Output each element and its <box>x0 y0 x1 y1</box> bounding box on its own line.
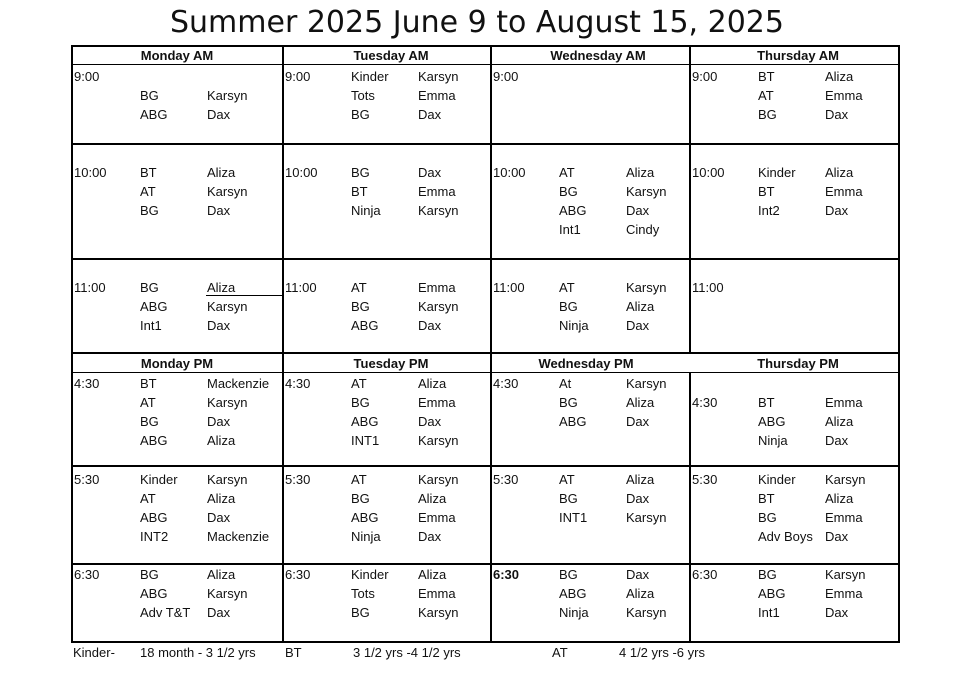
pm_blocks-time-1-2: 5:30 <box>493 472 519 487</box>
pm_blocks-time-1-0: 5:30 <box>74 472 100 487</box>
coach-name: Karsyn <box>825 567 866 582</box>
class-code: BG <box>351 107 370 122</box>
class-code: BG <box>559 299 578 314</box>
coach-name: Karsyn <box>207 586 248 601</box>
pm_blocks-time-0-1: 4:30 <box>285 376 311 391</box>
class-code: ABG <box>559 414 587 429</box>
coach-name: Dax <box>207 203 231 218</box>
class-code: BG <box>758 567 777 582</box>
coach-name: Karsyn <box>207 299 248 314</box>
class-code: BT <box>758 395 775 410</box>
coach-name: Aliza <box>207 491 236 506</box>
class-code: BT <box>140 376 157 391</box>
class-code: Int1 <box>758 605 780 620</box>
class-code: AT <box>140 184 156 199</box>
class-code: Ninja <box>559 318 589 333</box>
class-code: BT <box>351 184 368 199</box>
class-code: INT2 <box>140 529 169 544</box>
class-code: Tots <box>351 586 375 601</box>
coach-name: Dax <box>626 567 650 582</box>
header-am-2: Wednesday AM <box>550 48 646 63</box>
coach-name: Emma <box>825 395 863 410</box>
class-code: BG <box>351 395 370 410</box>
class-code: AT <box>559 472 575 487</box>
am_blocks-time-2-1: 11:00 <box>285 280 317 295</box>
class-code: Kinder <box>351 567 389 582</box>
class-code: Ninja <box>351 529 381 544</box>
am_blocks-time-1-1: 10:00 <box>285 165 318 180</box>
pm_blocks-time-1-1: 5:30 <box>285 472 311 487</box>
class-code: BG <box>758 510 777 525</box>
class-code: ABG <box>758 586 786 601</box>
coach-name: Dax <box>825 107 849 122</box>
pm_blocks-time-2-0: 6:30 <box>74 567 100 582</box>
class-code: BG <box>559 184 578 199</box>
pm_blocks-time-2-1: 6:30 <box>285 567 311 582</box>
pm_blocks-time-0-3: 4:30 <box>692 395 718 410</box>
class-code: Ninja <box>351 203 381 218</box>
grid-vline-2 <box>490 45 492 643</box>
grid-vline-right <box>898 45 900 643</box>
class-code: INT1 <box>351 433 380 448</box>
header-am-3: Thursday AM <box>757 48 839 63</box>
coach-name: Karsyn <box>207 184 248 199</box>
coach-name: Aliza <box>626 395 655 410</box>
coach-name: Emma <box>825 184 863 199</box>
pm_blocks-time-2-2: 6:30 <box>493 567 520 582</box>
coach-name: Dax <box>418 107 442 122</box>
pm_blocks-time-1-3: 5:30 <box>692 472 718 487</box>
class-code: BG <box>559 491 578 506</box>
class-code: Adv T&T <box>140 605 191 620</box>
aliza-underline <box>206 295 282 296</box>
class-code: ABG <box>559 203 587 218</box>
coach-name: Dax <box>418 414 442 429</box>
header-am-1: Tuesday AM <box>353 48 429 63</box>
coach-name: Emma <box>825 510 863 525</box>
class-code: BG <box>351 491 370 506</box>
coach-name: Emma <box>825 586 863 601</box>
class-code: BG <box>559 395 578 410</box>
coach-name: Dax <box>207 605 231 620</box>
coach-name: Dax <box>626 203 650 218</box>
footer-value: 4 1/2 yrs -6 yrs <box>619 645 705 660</box>
coach-name: Dax <box>825 529 849 544</box>
coach-name: Emma <box>418 395 456 410</box>
coach-name: Karsyn <box>626 605 667 620</box>
coach-name: Aliza <box>626 299 655 314</box>
class-code: INT1 <box>559 510 588 525</box>
coach-name: Aliza <box>207 567 236 582</box>
coach-name: Aliza <box>418 376 447 391</box>
coach-name: Dax <box>207 414 231 429</box>
grid-vline-3-pm <box>689 372 691 643</box>
coach-name: Emma <box>418 280 456 295</box>
class-code: Kinder <box>758 165 796 180</box>
coach-name: Karsyn <box>825 472 866 487</box>
class-code: At <box>559 376 572 391</box>
coach-name: Dax <box>207 510 231 525</box>
class-code: Ninja <box>559 605 589 620</box>
class-code: AT <box>351 376 367 391</box>
coach-name: Emma <box>825 88 863 103</box>
footer-label: AT <box>552 645 568 660</box>
header-pm-2: Wednesday PM <box>538 356 634 371</box>
grid-hline-6 <box>71 465 900 467</box>
coach-name: Aliza <box>626 586 655 601</box>
class-code: BT <box>140 165 157 180</box>
coach-name: Dax <box>207 107 231 122</box>
am_blocks-time-1-3: 10:00 <box>692 165 725 180</box>
coach-name: Aliza <box>825 165 854 180</box>
header-pm-0: Monday PM <box>140 356 214 371</box>
coach-name: Karsyn <box>418 69 459 84</box>
grid-hline-2 <box>71 143 900 145</box>
am_blocks-time-0-1: 9:00 <box>285 69 311 84</box>
class-code: BG <box>758 107 777 122</box>
coach-name: Karsyn <box>207 472 248 487</box>
am_blocks-time-0-3: 9:00 <box>692 69 718 84</box>
grid-hline-8 <box>71 641 900 643</box>
grid-hline-1 <box>71 64 900 65</box>
coach-name: Dax <box>825 203 849 218</box>
footer-label: BT <box>285 645 302 660</box>
class-code: ABG <box>140 107 168 122</box>
footer-value: 3 1/2 yrs -4 1/2 yrs <box>353 645 461 660</box>
coach-name: Aliza <box>626 165 655 180</box>
coach-name: Aliza <box>825 414 854 429</box>
coach-name: Dax <box>418 529 442 544</box>
am_blocks-time-2-0: 11:00 <box>74 280 106 295</box>
coach-name: Karsyn <box>418 203 459 218</box>
coach-name: Aliza <box>207 433 236 448</box>
class-code: ABG <box>758 414 786 429</box>
class-code: Tots <box>351 88 375 103</box>
coach-name: Karsyn <box>626 280 667 295</box>
coach-name: Dax <box>626 414 650 429</box>
class-code: ABG <box>351 414 379 429</box>
coach-name: Aliza <box>825 69 854 84</box>
class-code: BG <box>351 165 370 180</box>
grid-hline-4 <box>71 352 900 354</box>
class-code: BG <box>140 280 159 295</box>
class-code: Adv Boys <box>758 529 813 544</box>
grid-vline-3-am <box>689 45 691 353</box>
header-pm-1: Tuesday PM <box>353 356 429 371</box>
class-code: AT <box>351 280 367 295</box>
class-code: ABG <box>351 510 379 525</box>
schedule-title: Summer 2025 June 9 to August 15, 2025 <box>170 5 784 40</box>
class-code: AT <box>559 280 575 295</box>
coach-name: Karsyn <box>418 472 459 487</box>
coach-name: Aliza <box>207 280 236 295</box>
am_blocks-time-2-2: 11:00 <box>493 280 525 295</box>
grid-hline-5 <box>71 372 900 373</box>
grid-hline-0 <box>71 45 900 47</box>
class-code: BG <box>140 414 159 429</box>
coach-name: Dax <box>825 433 849 448</box>
am_blocks-time-0-0: 9:00 <box>74 69 100 84</box>
coach-name: Karsyn <box>626 184 667 199</box>
class-code: BT <box>758 69 775 84</box>
class-code: BG <box>351 605 370 620</box>
header-pm-3: Thursday PM <box>757 356 839 371</box>
coach-name: Karsyn <box>626 510 667 525</box>
coach-name: Emma <box>418 510 456 525</box>
coach-name: Karsyn <box>418 433 459 448</box>
pm_blocks-time-2-3: 6:30 <box>692 567 718 582</box>
class-code: BG <box>140 88 159 103</box>
coach-name: Cindy <box>626 222 660 237</box>
class-code: AT <box>758 88 774 103</box>
coach-name: Dax <box>418 318 442 333</box>
class-code: ABG <box>140 299 168 314</box>
coach-name: Karsyn <box>418 299 459 314</box>
grid-hline-7 <box>71 563 900 565</box>
class-code: Int1 <box>140 318 162 333</box>
coach-name: Karsyn <box>626 376 667 391</box>
class-code: BT <box>758 184 775 199</box>
class-code: BT <box>758 491 775 506</box>
coach-name: Karsyn <box>418 605 459 620</box>
class-code: Kinder <box>758 472 796 487</box>
coach-name: Dax <box>626 491 650 506</box>
coach-name: Aliza <box>207 165 236 180</box>
pm_blocks-time-0-0: 4:30 <box>74 376 100 391</box>
class-code: BG <box>140 567 159 582</box>
am_blocks-time-1-2: 10:00 <box>493 165 526 180</box>
coach-name: Karsyn <box>207 88 248 103</box>
am_blocks-time-2-3: 11:00 <box>692 280 724 295</box>
class-code: Kinder <box>351 69 389 84</box>
coach-name: Dax <box>418 165 442 180</box>
class-code: AT <box>559 165 575 180</box>
pm_blocks-time-0-2: 4:30 <box>493 376 519 391</box>
class-code: Int1 <box>559 222 581 237</box>
coach-name: Dax <box>825 605 849 620</box>
coach-name: Aliza <box>418 567 447 582</box>
class-code: AT <box>140 395 156 410</box>
class-code: AT <box>140 491 156 506</box>
coach-name: Emma <box>418 184 456 199</box>
grid-vline-1 <box>282 45 284 643</box>
class-code: BG <box>559 567 578 582</box>
coach-name: Aliza <box>418 491 447 506</box>
class-code: ABG <box>351 318 379 333</box>
class-code: ABG <box>140 510 168 525</box>
class-code: ABG <box>559 586 587 601</box>
grid-hline-3 <box>71 258 900 260</box>
footer-label: Kinder- <box>73 645 115 660</box>
class-code: ABG <box>140 586 168 601</box>
class-code: Int2 <box>758 203 780 218</box>
coach-name: Dax <box>626 318 650 333</box>
grid-vline-left <box>71 45 73 643</box>
am_blocks-time-0-2: 9:00 <box>493 69 519 84</box>
coach-name: Aliza <box>626 472 655 487</box>
header-am-0: Monday AM <box>140 48 214 63</box>
coach-name: Mackenzie <box>207 529 270 544</box>
coach-name: Aliza <box>825 491 854 506</box>
class-code: ABG <box>140 433 168 448</box>
class-code: BG <box>140 203 159 218</box>
footer-value: 18 month - 3 1/2 yrs <box>140 645 256 660</box>
coach-name: Karsyn <box>207 395 248 410</box>
coach-name: Emma <box>418 88 456 103</box>
class-code: Ninja <box>758 433 788 448</box>
class-code: AT <box>351 472 367 487</box>
coach-name: Dax <box>207 318 231 333</box>
am_blocks-time-1-0: 10:00 <box>74 165 107 180</box>
coach-name: Emma <box>418 586 456 601</box>
coach-name: Mackenzie <box>207 376 270 391</box>
class-code: Kinder <box>140 472 178 487</box>
class-code: BG <box>351 299 370 314</box>
